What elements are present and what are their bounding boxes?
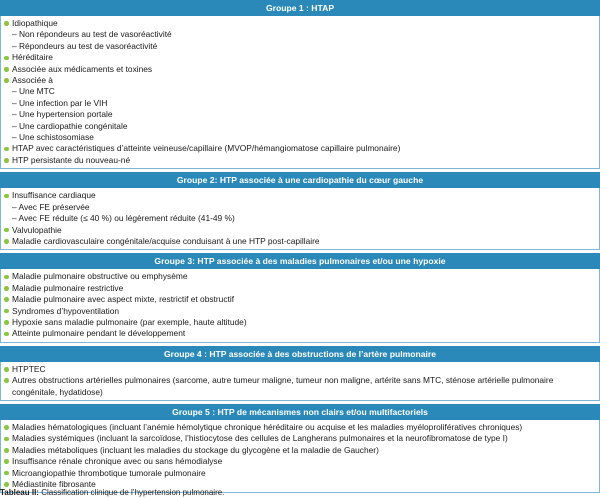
bullet-dot-icon <box>4 78 9 83</box>
bullet-dot-icon <box>4 425 9 430</box>
sub-item: – Une hypertension portale <box>12 109 113 120</box>
list-item <box>4 294 595 305</box>
bullet-dot-icon <box>4 320 9 325</box>
list-item-text: Insuffisance rénale chronique avec ou sans hémodialyse <box>12 456 223 467</box>
list-item <box>4 190 595 201</box>
list-item-text: Associée aux médicaments et toxines <box>12 63 153 74</box>
bullet-dot-icon <box>4 297 9 302</box>
list-item-text: Maladie pulmonaire restrictive <box>12 282 124 293</box>
list-item-text: Maladies hématologiques (incluant l’anémie hémolytique chronique héréditaire ou acquise et les maladies myéloprolifératives chroniques) <box>12 421 523 432</box>
list-item <box>4 456 595 467</box>
bullet-dot-icon <box>4 239 9 244</box>
sub-item: – Non répondeurs au test de vasoréactivité <box>12 29 172 40</box>
table-caption <box>0 488 224 498</box>
group-body-2 <box>0 188 600 250</box>
list-item <box>4 271 595 282</box>
list-item <box>4 18 595 29</box>
list-item-text: Microangiopathie thrombotique tumorale pulmonaire <box>12 467 206 478</box>
bullet-dot-icon <box>4 448 9 453</box>
list-item-text: Médiastinite fibrosante <box>12 479 96 489</box>
caption-label: Tableau II: <box>0 488 39 497</box>
list-item-text: HTPTEC <box>12 363 46 374</box>
list-item <box>4 64 595 75</box>
list-item <box>4 143 595 154</box>
list-item-text: Syndromes d’hypoventilation <box>12 305 120 316</box>
list-item-text: Atteinte pulmonaire pendant le développement <box>12 328 186 339</box>
bullet-dot-icon <box>4 309 9 314</box>
bullet-dot-icon <box>4 459 9 464</box>
sub-item: – Répondeurs au test de vasoréactivité <box>12 40 158 51</box>
group-header-1: Groupe 1 : HTAP <box>0 0 600 16</box>
bullet-dot-icon <box>4 367 9 372</box>
group-body-3 <box>0 269 600 342</box>
list-item-text: Maladies systémiques (incluant la sarcoïdose, l’histiocytose des cellules de Langherans pulmonaires et la neurofibromatose de type I) <box>12 433 508 444</box>
sub-item: – Une schistosomiase <box>12 132 94 143</box>
group-body-5 <box>0 420 600 493</box>
bullet-dot-icon <box>4 286 9 291</box>
list-item <box>4 75 595 86</box>
sub-item: – Une cardiopathie congénitale <box>12 120 128 131</box>
list-item-text: HTP persistante du nouveau-né <box>12 154 131 165</box>
bullet-dot-icon <box>4 482 9 487</box>
bullet-dot-icon <box>4 228 9 233</box>
bullet-dot-icon <box>4 67 9 72</box>
list-item-text: Associée à <box>12 75 53 86</box>
group-header-3: Groupe 3: HTP associée à des maladies pulmonaires et/ou une hypoxie <box>0 253 600 269</box>
list-item <box>4 375 595 398</box>
list-item-text: Hypoxie sans maladie pulmonaire (par exemple, haute altitude) <box>12 316 247 327</box>
list-item <box>4 445 595 456</box>
bullet-dot-icon <box>4 56 9 61</box>
list-item <box>4 468 595 479</box>
list-item <box>4 433 595 444</box>
group-header-4: Groupe 4 : HTP associée à des obstructions de l’artère pulmonaire <box>0 346 600 362</box>
sub-item: – Une MTC <box>12 86 55 97</box>
bullet-dot-icon <box>4 378 9 383</box>
list-item <box>4 306 595 317</box>
bullet-dot-icon <box>4 437 9 442</box>
bullet-dot-icon <box>4 158 9 163</box>
list-item-text: Insuffisance cardiaque <box>12 190 96 201</box>
list-item <box>4 328 595 339</box>
list-item-text: HTAP avec caractéristiques d’atteinte veineuse/capillaire (MVOP/hémangiomatose capillaire pulmonaire) <box>12 143 401 154</box>
list-item-text: Héréditaire <box>12 52 53 63</box>
list-item <box>4 317 595 328</box>
sub-item: – Une infection par le VIH <box>12 97 108 108</box>
bullet-dot-icon <box>4 332 9 337</box>
list-item-text: Maladies métaboliques (incluant les maladies du stockage du glycogène et la maladie de Gaucher) <box>12 444 379 455</box>
caption-text: Classification clinique de l’hypertension pulmonaire. <box>38 488 225 497</box>
list-item <box>4 364 595 375</box>
bullet-dot-icon <box>4 147 9 152</box>
list-item <box>4 52 595 63</box>
group-body-1 <box>0 16 600 169</box>
group-header-5: Groupe 5 : HTP de mécanismes non clairs et/ou multifactoriels <box>0 404 600 420</box>
sub-item: – Avec FE préservée <box>12 201 90 212</box>
list-item-text: Valvulopathie <box>12 224 62 235</box>
list-item-text: Maladie pulmonaire avec aspect mixte, restrictif et obstructif <box>12 294 235 305</box>
list-item <box>4 225 595 236</box>
list-item <box>4 283 595 294</box>
bullet-dot-icon <box>4 21 9 26</box>
list-item-text: Autres obstructions artérielles pulmonaires (sarcome, autre tumeur maligne, tumeur non maligne, artérite sans MTC, sténose artérielle pulmonaire congénitale, hydatidose) <box>12 375 554 397</box>
bullet-dot-icon <box>4 194 9 199</box>
list-item-text: Idiopathique <box>12 18 58 28</box>
list-item-text: Maladie pulmonaire obstructive ou emphysème <box>12 271 188 282</box>
sub-item: – Avec FE réduite (≤ 40 %) ou légèrement réduite (41-49 %) <box>12 213 235 224</box>
list-item-text: Maladie cardiovasculaire congénitale/acquise conduisant à une HTP post-capillaire <box>12 235 320 246</box>
list-item <box>4 422 595 433</box>
list-item <box>4 236 595 247</box>
group-header-2: Groupe 2: HTP associée à une cardiopathie du cœur gauche <box>0 172 600 188</box>
bullet-dot-icon <box>4 471 9 476</box>
group-body-4 <box>0 362 600 401</box>
list-item <box>4 155 595 166</box>
bullet-dot-icon <box>4 275 9 280</box>
